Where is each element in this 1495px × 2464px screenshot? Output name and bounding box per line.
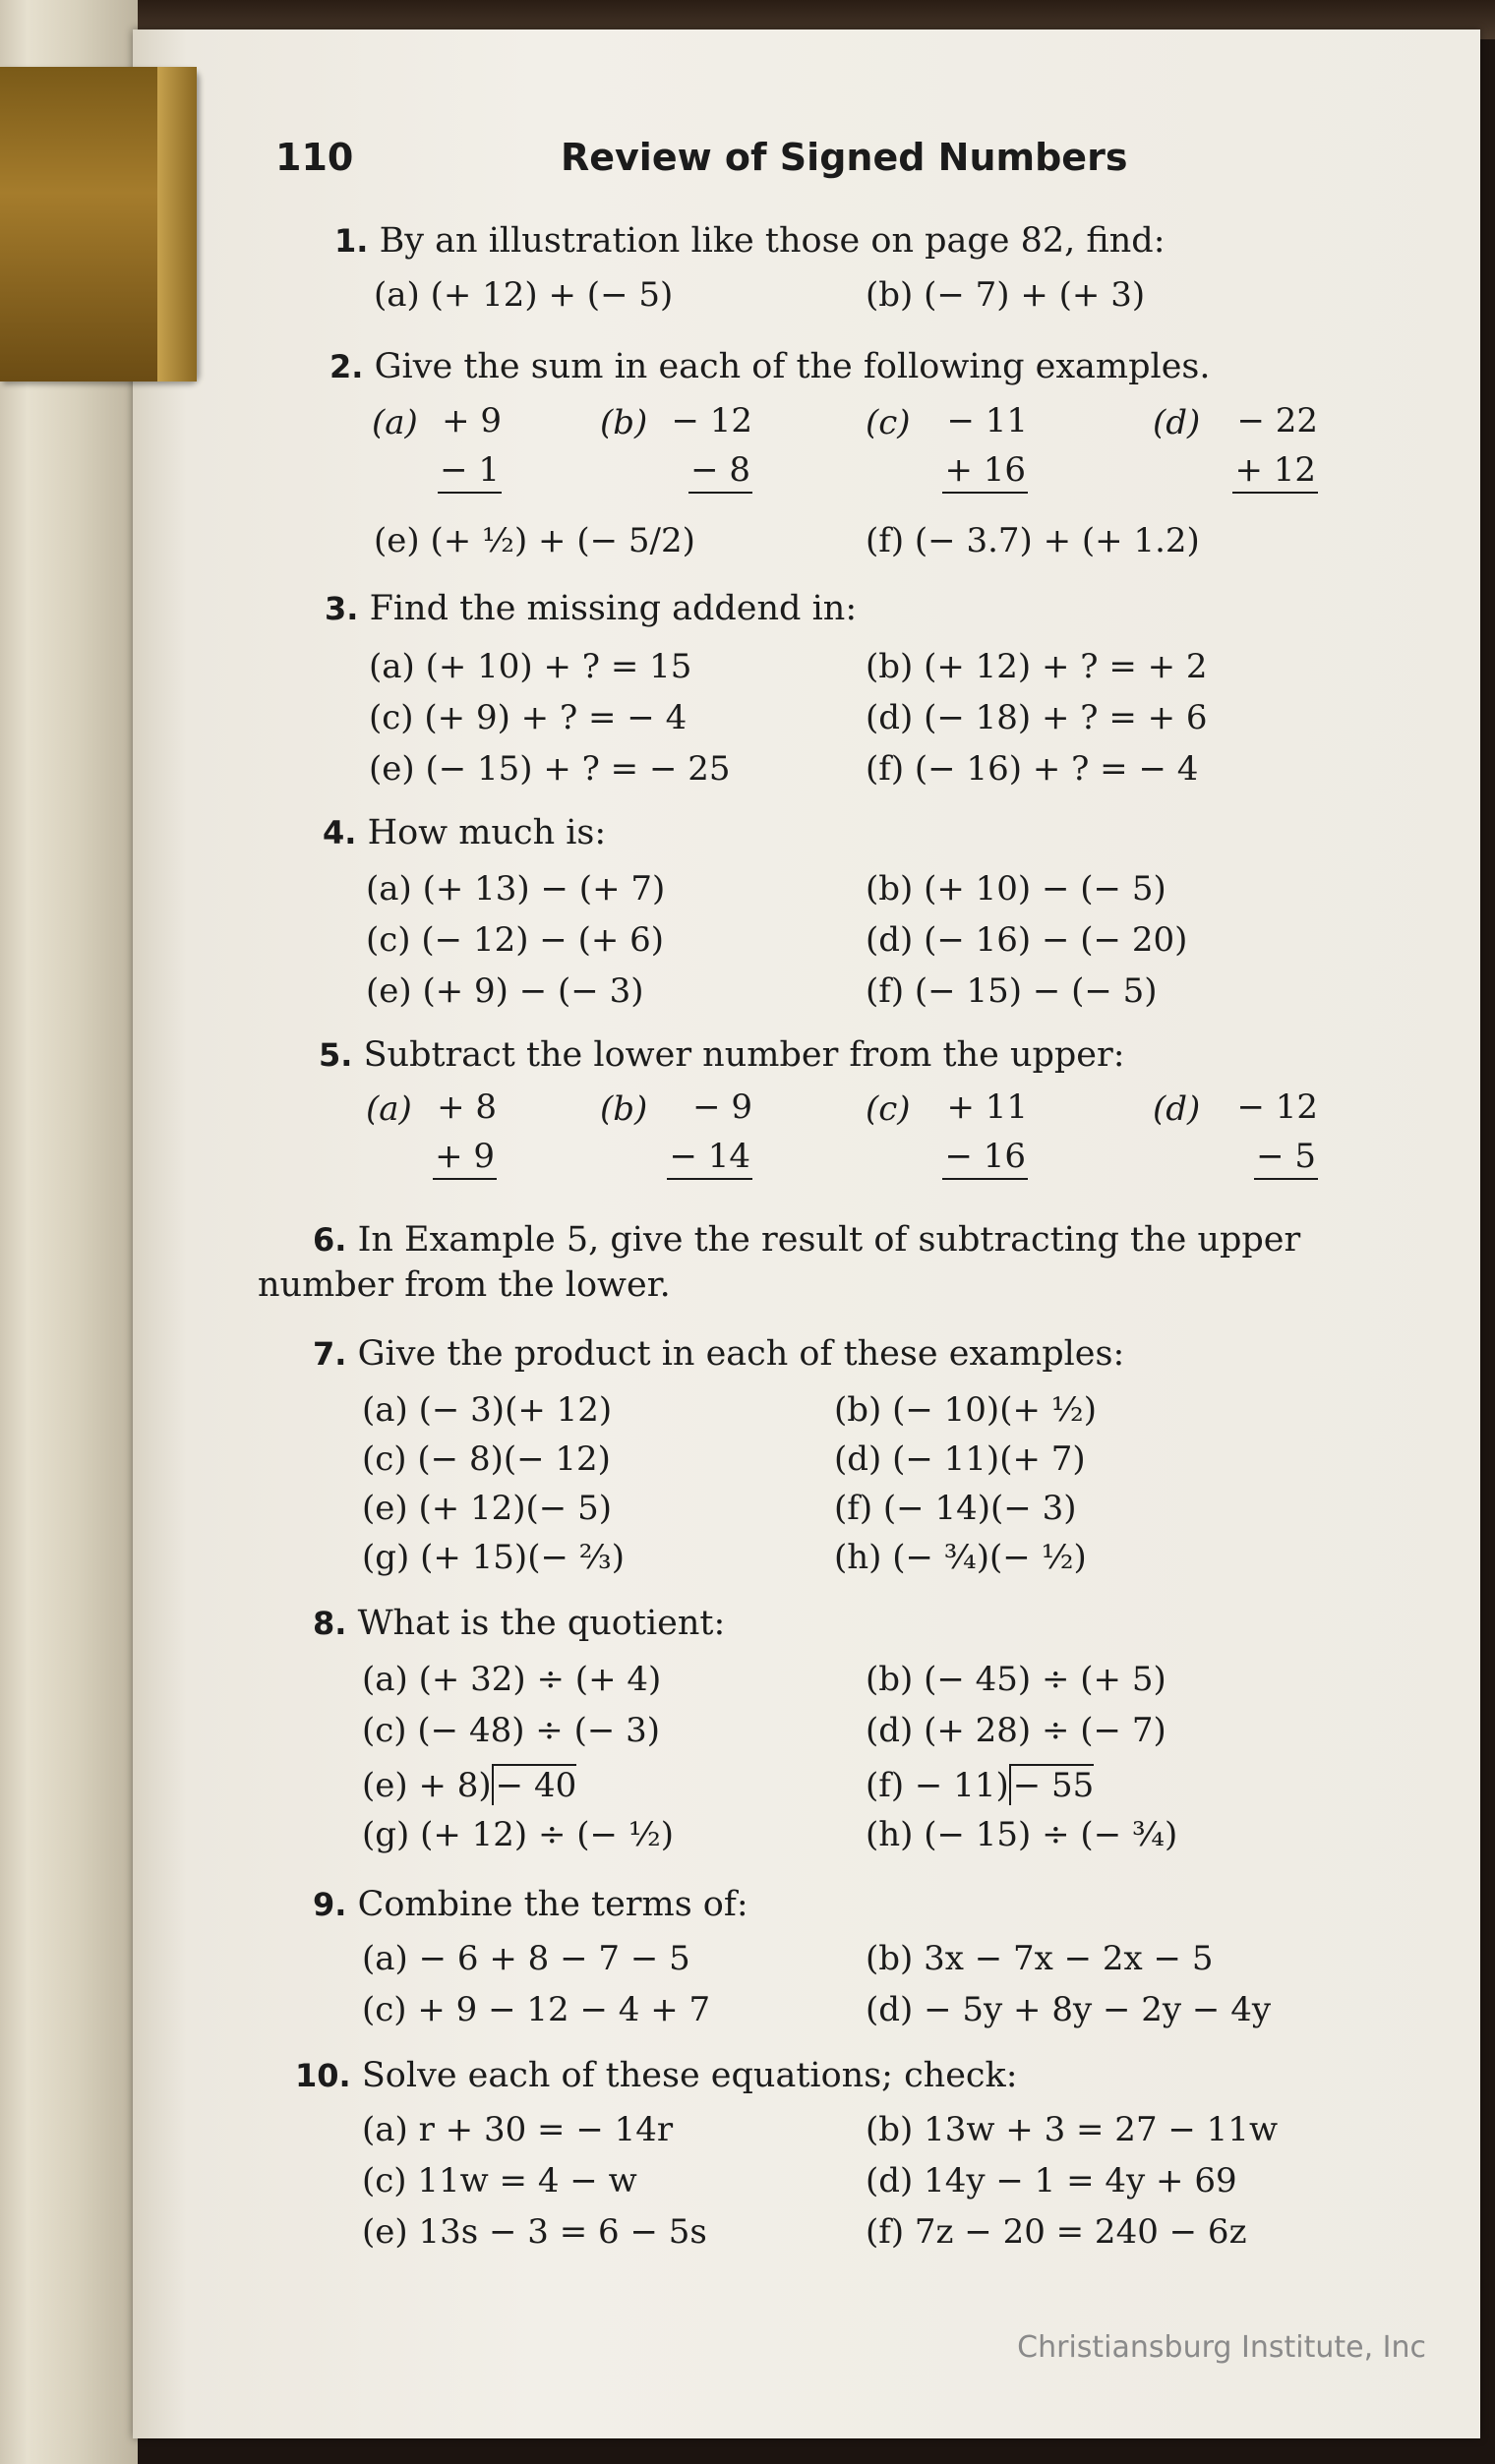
minuend: + 8 <box>437 1087 497 1127</box>
problem-7f: (f) (− 14)(− 3) <box>834 1489 1077 1528</box>
exercise-6-continued <box>258 1261 671 1310</box>
exercise-7 <box>313 1329 1124 1379</box>
problem-8f <box>866 1764 1094 1805</box>
problem-5c <box>920 1083 1028 1181</box>
problem-5a-label: (a) <box>366 1089 412 1129</box>
problem-9b: (b) 3x − 7x − 2x − 5 <box>866 1939 1214 1978</box>
minuend: − 12 <box>1236 1087 1318 1127</box>
problem-3d: (d) (− 18) + ? = + 6 <box>866 698 1208 737</box>
problem-2c <box>920 396 1028 495</box>
problem-8h: (h) (− 15) ÷ (− ¾) <box>866 1815 1178 1854</box>
exercise-number: 8. <box>313 1605 347 1642</box>
exercise-text: How much is: <box>367 813 607 852</box>
problem-7d: (d) (− 11)(+ 7) <box>834 1439 1086 1479</box>
subtrahend: + 9 <box>433 1135 497 1180</box>
exercise-text-line-2: number from the lower. <box>258 1265 671 1305</box>
problem-2a <box>423 396 502 495</box>
divisor: (f) − 11) <box>866 1766 1009 1805</box>
exercise-9 <box>313 1880 748 1929</box>
exercise-number: 1. <box>334 222 369 260</box>
addend-top: − 11 <box>946 401 1028 440</box>
subtrahend: − 5 <box>1254 1135 1318 1180</box>
minuend: − 9 <box>692 1087 752 1127</box>
addend-top: − 12 <box>671 401 752 440</box>
problem-9a: (a) − 6 + 8 − 7 − 5 <box>362 1939 690 1978</box>
exercise-6 <box>313 1215 1300 1264</box>
dividend: − 40 <box>492 1764 577 1805</box>
problem-8a: (a) (+ 32) ÷ (+ 4) <box>362 1660 662 1699</box>
exercise-5 <box>319 1030 1125 1080</box>
divisor: (e) + 8) <box>362 1766 492 1805</box>
problem-8e <box>362 1764 576 1805</box>
problem-2c-label: (c) <box>866 403 911 442</box>
exercise-text: Find the missing addend in: <box>369 589 858 628</box>
problem-8g: (g) (+ 12) ÷ (− ½) <box>362 1815 675 1854</box>
exercise-2 <box>329 342 1211 391</box>
problem-10c: (c) 11w = 4 − w <box>362 2161 637 2200</box>
exercise-number: 6. <box>313 1221 347 1259</box>
exercise-text: Give the sum in each of the following examples. <box>374 347 1211 386</box>
problem-3b: (b) (+ 12) + ? = + 2 <box>866 647 1208 686</box>
problem-4c: (c) (− 12) − (+ 6) <box>366 920 665 960</box>
problem-4f: (f) (− 15) − (− 5) <box>866 971 1158 1011</box>
problem-3f: (f) (− 16) + ? = − 4 <box>866 749 1199 789</box>
exercise-number: 7. <box>313 1335 347 1373</box>
problem-10d: (d) 14y − 1 = 4y + 69 <box>866 2161 1237 2200</box>
problem-7e: (e) (+ 12)(− 5) <box>362 1489 613 1528</box>
exercise-1 <box>334 216 1166 265</box>
addend-bottom: + 16 <box>942 448 1028 494</box>
problem-5d <box>1205 1083 1318 1181</box>
problem-7g: (g) (+ 15)(− ⅔) <box>362 1538 625 1577</box>
page-number: 110 <box>275 136 354 179</box>
exercise-text: Combine the terms of: <box>357 1885 748 1924</box>
exercise-text: Solve each of these equations; check: <box>361 2056 1018 2095</box>
exercise-number: 5. <box>319 1036 353 1074</box>
exercise-8 <box>313 1599 725 1648</box>
problem-2a-label: (a) <box>372 403 418 442</box>
problem-4e: (e) (+ 9) − (− 3) <box>366 971 644 1011</box>
exercise-text: Subtract the lower number from the upper: <box>363 1035 1125 1075</box>
problem-3e: (e) (− 15) + ? = − 25 <box>369 749 731 789</box>
problem-5c-label: (c) <box>866 1089 911 1129</box>
problem-7b: (b) (− 10)(+ ½) <box>834 1390 1097 1430</box>
problem-5a <box>418 1083 497 1181</box>
problem-7c: (c) (− 8)(− 12) <box>362 1439 611 1479</box>
addend-bottom: + 12 <box>1232 448 1318 494</box>
problem-5b-label: (b) <box>600 1089 648 1129</box>
exercise-4 <box>323 808 606 857</box>
exercise-3 <box>325 584 857 633</box>
problem-1b: (b) (− 7) + (+ 3) <box>866 275 1146 315</box>
problem-5d-label: (d) <box>1153 1089 1201 1129</box>
addend-bottom: − 1 <box>438 448 502 494</box>
problem-5b <box>654 1083 752 1181</box>
problem-8d: (d) (+ 28) ÷ (− 7) <box>866 1711 1166 1750</box>
dividend: − 55 <box>1009 1764 1095 1805</box>
problem-7a: (a) (− 3)(+ 12) <box>362 1390 613 1430</box>
problem-8c: (c) (− 48) ÷ (− 3) <box>362 1711 661 1750</box>
problem-1a: (a) (+ 12) + (− 5) <box>374 275 674 315</box>
problem-3c: (c) (+ 9) + ? = − 4 <box>369 698 688 737</box>
page-title: Review of Signed Numbers <box>561 136 1128 179</box>
subtrahend: − 14 <box>667 1135 752 1180</box>
problem-10a: (a) r + 30 = − 14r <box>362 2110 674 2149</box>
problem-10f: (f) 7z − 20 = 240 − 6z <box>866 2212 1247 2252</box>
problem-9d: (d) − 5y + 8y − 2y − 4y <box>866 1990 1272 2029</box>
problem-2b <box>654 396 752 495</box>
problem-4a: (a) (+ 13) − (+ 7) <box>366 869 666 909</box>
watermark-credit: Christiansburg Institute, Inc <box>1017 2330 1426 2365</box>
addend-top: − 22 <box>1236 401 1318 440</box>
exercise-number: 9. <box>313 1886 347 1923</box>
exercise-text: What is the quotient: <box>357 1604 726 1643</box>
exercise-text: Give the product in each of these examples: <box>357 1334 1125 1374</box>
minuend: + 11 <box>946 1087 1028 1127</box>
exercise-number: 2. <box>329 348 364 385</box>
problem-2f: (f) (− 3.7) + (+ 1.2) <box>866 521 1200 560</box>
problem-2b-label: (b) <box>600 403 648 442</box>
problem-7h: (h) (− ¾)(− ½) <box>834 1538 1087 1577</box>
problem-2e: (e) (+ ½) + (− 5/2) <box>374 521 695 560</box>
problem-4d: (d) (− 16) − (− 20) <box>866 920 1188 960</box>
problem-4b: (b) (+ 10) − (− 5) <box>866 869 1166 909</box>
problem-10e: (e) 13s − 3 = 6 − 5s <box>362 2212 707 2252</box>
exercise-number: 4. <box>323 814 357 851</box>
addend-bottom: − 8 <box>688 448 752 494</box>
problem-3a: (a) (+ 10) + ? = 15 <box>369 647 692 686</box>
exercise-text-line-1: In Example 5, give the result of subtracting the upper <box>357 1220 1301 1260</box>
problem-9c: (c) + 9 − 12 − 4 + 7 <box>362 1990 711 2029</box>
addend-top: + 9 <box>442 401 502 440</box>
subtrahend: − 16 <box>942 1135 1028 1180</box>
exercise-number: 3. <box>325 590 359 627</box>
problem-8b: (b) (− 45) ÷ (+ 5) <box>866 1660 1166 1699</box>
problem-2d <box>1205 396 1318 495</box>
problem-10b: (b) 13w + 3 = 27 − 11w <box>866 2110 1279 2149</box>
exercise-number: 10. <box>295 2057 351 2094</box>
exercise-text: By an illustration like those on page 82, find: <box>379 221 1166 261</box>
exercise-10 <box>295 2051 1018 2100</box>
problem-2d-label: (d) <box>1153 403 1201 442</box>
